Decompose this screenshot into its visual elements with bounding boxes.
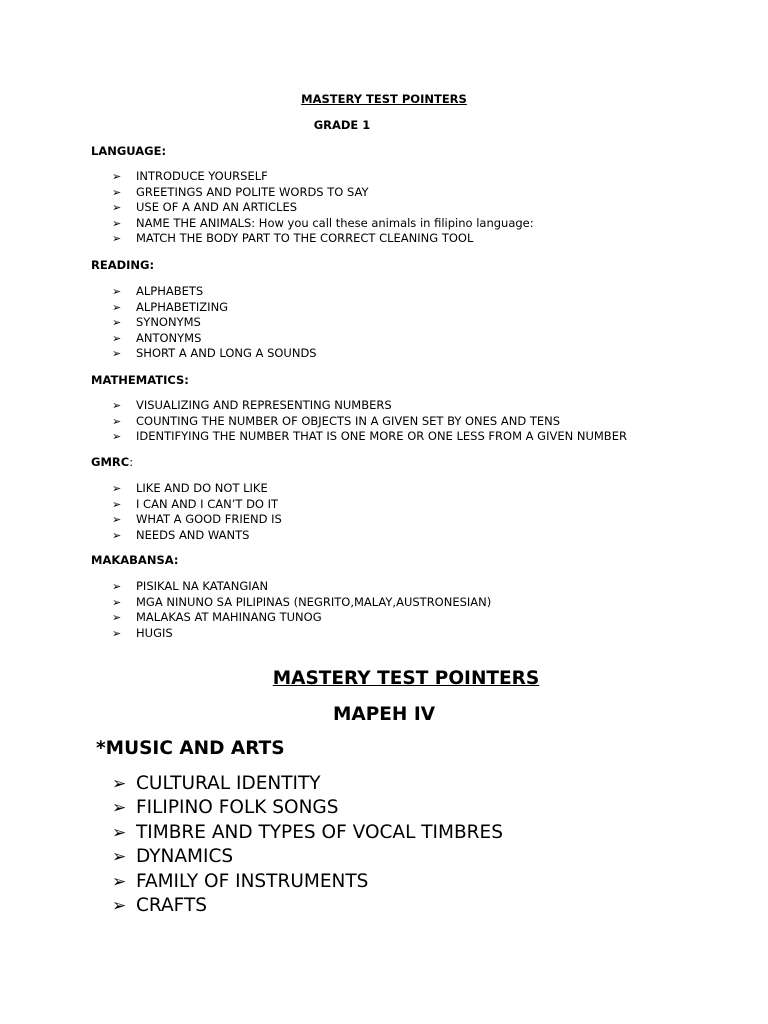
arrow-bullet-icon: ➢	[112, 482, 122, 495]
arrow-bullet-icon: ➢	[112, 170, 122, 183]
list-item: ➢ ALPHABETIZING	[112, 299, 229, 314]
arrow-bullet-icon: ➢	[112, 822, 127, 843]
mapeh-title: MASTERY TEST POINTERS	[272, 668, 540, 689]
list-item: ➢ VISUALIZING AND REPRESENTING NUMBERS	[112, 398, 392, 412]
section-heading-gmrc: GMRC:	[91, 455, 134, 469]
list-item: ➢ MATCH THE BODY PART TO THE CORRECT CLEANING TOOL	[112, 231, 474, 246]
arrow-bullet-icon: ➢	[112, 185, 122, 199]
section-heading-makabansa: MAKABANSA:	[91, 553, 179, 567]
language-list	[112, 169, 534, 247]
arrow-bullet-icon: ➢	[112, 595, 122, 609]
arrow-bullet-icon: ➢	[112, 201, 122, 215]
arrow-bullet-icon: ➢	[112, 774, 127, 794]
arrow-bullet-icon: ➢	[112, 347, 122, 361]
section-heading-reading: READING:	[91, 258, 155, 272]
mathematics-list	[112, 398, 627, 445]
list-item: ➢ NAME THE ANIMALS: How you call these animals in filipino language:	[112, 215, 534, 230]
arrow-bullet-icon: ➢	[112, 611, 122, 625]
arrow-bullet-icon: ➢	[112, 626, 122, 640]
list-item: ➢ PISIKAL NA KATANGIAN	[112, 579, 269, 593]
mapeh-subtitle: MAPEH IV	[332, 704, 436, 725]
arrow-bullet-icon: ➢	[112, 798, 127, 819]
arrow-bullet-icon: ➢	[112, 331, 122, 345]
list-item: ➢ CRAFTS	[112, 894, 503, 918]
list-item: ➢ TIMBRE AND TYPES OF VOCAL TIMBRES	[112, 821, 503, 845]
list-item: ➢ ANTONYMS	[112, 330, 202, 345]
list-item: ➢ FILIPINO FOLK SONGS	[112, 796, 503, 820]
list-item: ➢ WHAT A GOOD FRIEND IS	[112, 512, 282, 527]
list-item: ➢ IDENTIFYING THE NUMBER THAT IS ONE MORE OR ONE LESS FROM A GIVEN NUMBER	[112, 429, 627, 444]
list-item: ➢ MALAKAS AT MAHINANG TUNOG	[112, 610, 322, 625]
section-heading-language: LANGUAGE:	[91, 144, 167, 158]
arrow-bullet-icon: ➢	[112, 300, 122, 314]
list-item: ➢ INTRODUCE YOURSELF	[112, 169, 268, 183]
list-item: ➢ LIKE AND DO NOT LIKE	[112, 481, 268, 495]
list-item: ➢ SHORT A AND LONG A SOUNDS	[112, 346, 317, 361]
page-title: MASTERY TEST POINTERS	[301, 92, 467, 106]
arrow-bullet-icon: ➢	[112, 216, 122, 230]
arrow-bullet-icon: ➢	[112, 871, 127, 892]
section-heading-music-arts: *MUSIC AND ARTS	[96, 738, 285, 759]
list-item: ➢ NEEDS AND WANTS	[112, 527, 250, 542]
music-arts-list	[112, 772, 503, 918]
arrow-bullet-icon: ➢	[112, 895, 127, 916]
arrow-bullet-icon: ➢	[112, 414, 122, 428]
arrow-bullet-icon: ➢	[112, 399, 122, 412]
arrow-bullet-icon: ➢	[112, 847, 127, 868]
list-item: ➢ HUGIS	[112, 625, 173, 640]
arrow-bullet-icon: ➢	[112, 232, 122, 246]
arrow-bullet-icon: ➢	[112, 316, 122, 330]
list-item: ➢ MGA NINUNO SA PILIPINAS (NEGRITO,MALAY,AUSTRONESIAN)	[112, 594, 492, 609]
arrow-bullet-icon: ➢	[112, 513, 122, 527]
arrow-bullet-icon: ➢	[112, 430, 122, 444]
arrow-bullet-icon: ➢	[112, 580, 122, 593]
list-item: ➢ USE OF A AND AN ARTICLES	[112, 200, 298, 215]
list-item: ➢ COUNTING THE NUMBER OF OBJECTS IN A GIVEN SET BY ONES AND TENS	[112, 413, 561, 428]
makabansa-list	[112, 579, 491, 641]
list-item: ➢ SYNONYMS	[112, 315, 201, 330]
list-item: ➢ GREETINGS AND POLITE WORDS TO SAY	[112, 184, 369, 199]
arrow-bullet-icon: ➢	[112, 497, 122, 511]
list-item: ➢ I CAN AND I CAN’T DO IT	[112, 496, 279, 511]
list-item: ➢ FAMILY OF INSTRUMENTS	[112, 870, 503, 894]
gmrc-list	[112, 481, 282, 543]
grade-label: GRADE 1	[313, 118, 371, 132]
arrow-bullet-icon: ➢	[112, 285, 122, 298]
section-heading-mathematics: MATHEMATICS:	[91, 373, 189, 387]
arrow-bullet-icon: ➢	[112, 528, 122, 542]
list-item: ➢ CULTURAL IDENTITY	[112, 772, 503, 796]
reading-list	[112, 284, 317, 362]
list-item: ➢ DYNAMICS	[112, 845, 503, 869]
list-item: ➢ ALPHABETS	[112, 284, 204, 298]
